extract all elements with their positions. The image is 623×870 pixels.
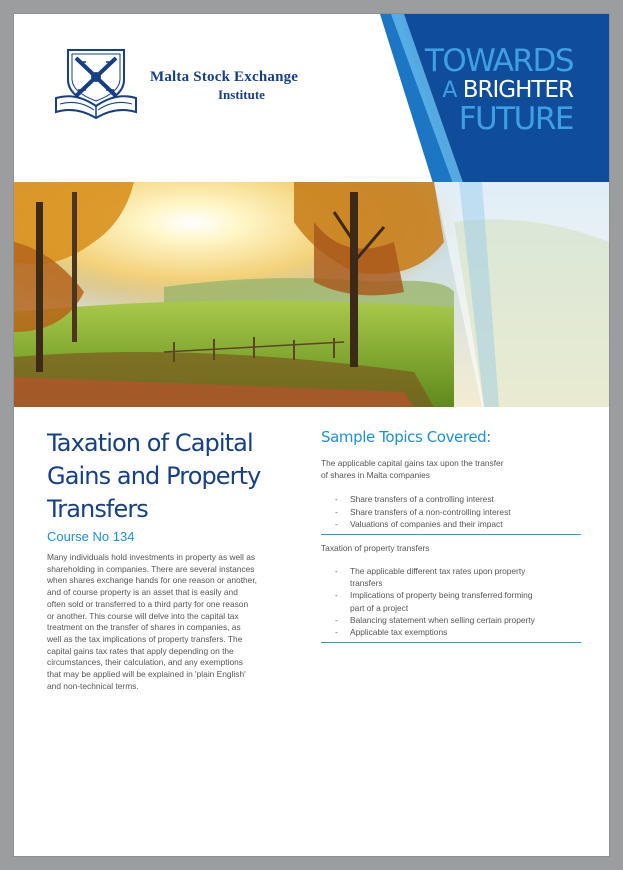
course-number: Course No 134	[47, 529, 135, 544]
bullet-dash: -	[335, 614, 338, 625]
slogan-line-3: FUTURE	[458, 101, 573, 137]
slogan-line-2	[425, 79, 573, 102]
institute-crest-logo	[48, 46, 144, 120]
course-info	[47, 427, 302, 692]
bullet-dash: -	[335, 494, 338, 505]
list-item-text-cont: part of a project	[350, 602, 409, 613]
brand-name: Malta Stock Exchange	[150, 69, 299, 85]
topics-list-shares	[321, 493, 581, 530]
list-item	[321, 506, 581, 518]
list-item	[321, 626, 581, 638]
divider-2	[321, 642, 581, 643]
slogan-word-brighter: BRIGHTER	[462, 77, 573, 103]
slogan-word-a: A	[442, 78, 457, 103]
topics-intro-line-1: The applicable capital gains tax upon the transfer	[321, 458, 504, 468]
course-title-line-1: Taxation of Capital	[47, 429, 253, 457]
bullet-dash: -	[335, 590, 338, 601]
list-item-text: Balancing statement when selling certain property	[350, 614, 535, 625]
bullet-dash: -	[335, 518, 338, 529]
topics-list-property	[321, 565, 581, 638]
list-item-text: Valuations of companies and their impact	[350, 518, 503, 529]
list-item	[321, 614, 581, 626]
bullet-dash: -	[335, 566, 338, 577]
bullet-dash: -	[335, 627, 338, 638]
topics-section	[321, 428, 581, 643]
autumn-landscape-photo	[14, 182, 609, 407]
course-title	[47, 427, 302, 526]
divider-1	[321, 534, 581, 535]
course-description: Many individuals hold investments in property as well as shareholding in companies. There are several instances when shares exchange hands for one reason or another, and of course property is an asset that is easily and often sold or transferred to a third party for one reason or another. This course will delve into the capital tax treatment on the transfer of shares in companies, as well as the tax implications of property transfers. The capital gains tax rates that apply depending on the circumstances, their calculation, and any exemptions that may be applied will be explained in 'plain English' and non-technical terms.	[47, 552, 257, 691]
list-item	[321, 493, 581, 505]
list-item-text: Applicable tax exemptions	[350, 627, 448, 638]
topics-group2-title: Taxation of property transfers	[321, 543, 430, 554]
topics-intro	[321, 458, 581, 481]
list-item-text-cont: transfers	[350, 578, 383, 589]
course-title-line-3: Transfers	[47, 495, 148, 523]
topics-heading: Sample Topics Covered:	[321, 428, 491, 446]
list-item-text: Share transfers of a controlling interest	[350, 494, 494, 505]
topics-intro-line-2: of shares in Malta companies	[321, 469, 430, 480]
list-item	[321, 565, 581, 589]
course-title-line-2: Gains and Property	[47, 462, 261, 490]
list-item	[321, 589, 581, 613]
brand-subtitle: Institute	[218, 87, 265, 102]
list-item-text: Implications of property being transferred forming	[350, 590, 533, 601]
brochure-page	[14, 14, 609, 856]
slogan	[424, 43, 573, 137]
slogan-line-1: TOWARDS	[424, 43, 573, 79]
list-item-text: The applicable different tax rates upon property	[350, 566, 526, 577]
list-item-text: Share transfers of a non-controlling interest	[350, 506, 511, 517]
bullet-dash: -	[335, 506, 338, 517]
list-item	[321, 518, 581, 530]
